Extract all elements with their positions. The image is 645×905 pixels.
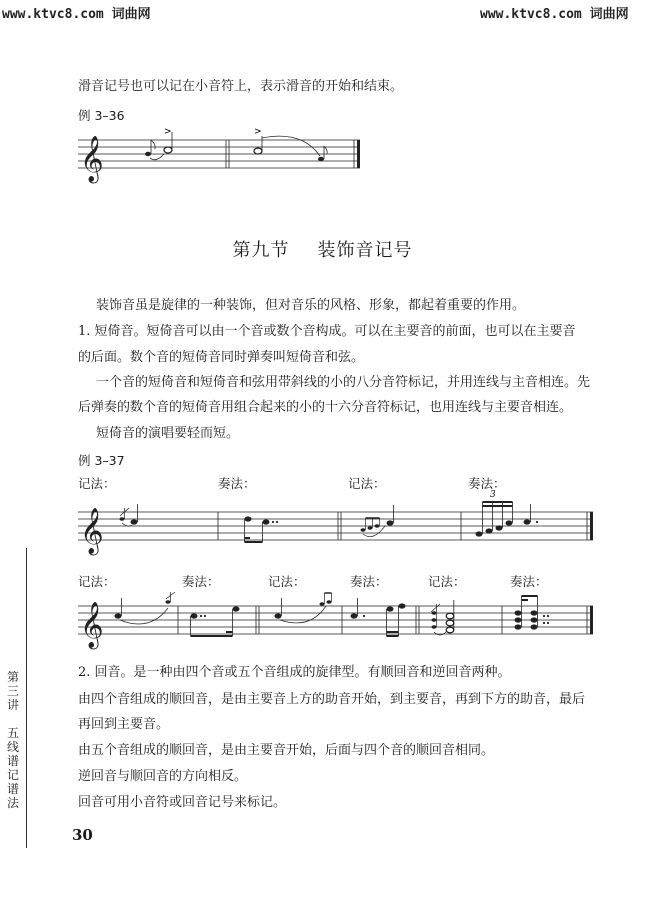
label-notation: 记法：: [78, 574, 116, 589]
turn-paragraph-1: 2. 回音。是一种由四个音或五个音组成的旋律型。有顺回音和逆回音两种。: [78, 665, 511, 680]
paragraph-2-line-2: 的后面。数个音的短倚音同时弹奏叫短倚音和弦。: [78, 350, 365, 365]
treble-clef-icon: 𝄞: [80, 508, 104, 554]
intro-paragraph: 滑音记号也可以记在小音符上，表示滑音的开始和结束。: [78, 79, 404, 94]
label-performance: 奏法：: [510, 574, 548, 589]
treble-clef-icon: 𝄞: [80, 602, 104, 648]
watermark-right: www.ktvc8.com 词曲网: [480, 7, 629, 22]
turn-paragraph-2-line-1: 由四个音组成的顺回音，是由主要音上方的助音开始，到主要音，再到下方的助音，最后: [78, 692, 586, 707]
paragraph-4: 短倚音的演唱要轻而短。: [96, 426, 240, 441]
paragraph-3-line-1: 一个音的短倚音和短倚音和弦用带斜线的小的八分音符标记，并用连线与主音相连。先: [96, 375, 591, 390]
section-name: 装饰音记号: [317, 240, 413, 261]
side-divider: [26, 548, 27, 848]
label-performance: 奏法：: [468, 476, 506, 491]
example-label-3-37: 例 3–37: [78, 453, 125, 468]
label-performance: 奏法：: [182, 574, 220, 589]
tuplet-number: 3: [490, 490, 496, 500]
staff-example-3-36: [78, 128, 368, 188]
turn-paragraph-3: 由五个音组成的顺回音，是由主要音开始，后面与四个音的顺回音相同。: [78, 743, 495, 758]
label-notation: 记法：: [78, 476, 116, 491]
staff-example-3-37-row-2: [78, 590, 598, 660]
label-notation: 记法：: [428, 574, 466, 589]
svg-text:>: >: [164, 127, 172, 137]
turn-paragraph-5: 回音可用小音符或回音记号来标记。: [78, 795, 287, 810]
label-notation: 记法：: [268, 574, 306, 589]
label-performance: 奏法：: [218, 476, 256, 491]
section-number: 第九节: [232, 240, 290, 261]
treble-clef-icon: 𝄞: [80, 136, 104, 182]
staff-example-3-37-row-1: [78, 490, 598, 560]
side-chapter-label: 第 三 讲 五 线 谱 记 谱 法: [6, 670, 19, 810]
watermark-left: www.ktvc8.com 词曲网: [2, 7, 151, 22]
paragraph-1: 装饰音虽是旋律的一种装饰，但对音乐的风格、形象，都起着重要的作用。: [96, 298, 526, 313]
label-notation: 记法：: [348, 476, 386, 491]
page-number: 30: [72, 826, 93, 844]
section-title: [0, 236, 645, 262]
example-label-3-36: 例 3–36: [78, 108, 125, 123]
turn-paragraph-4: 逆回音与顺回音的方向相反。: [78, 769, 248, 784]
label-performance: 奏法：: [350, 574, 388, 589]
paragraph-2-line-1: 1. 短倚音。短倚音可以由一个音或数个音构成。可以在主要音的前面，也可以在主要音: [78, 324, 576, 339]
turn-paragraph-2-line-2: 再回到主要音。: [78, 717, 170, 732]
paragraph-3-line-2: 后弹奏的数个音的短倚音用组合起来的小的十六分音符标记，也用连线与主要音相连。: [78, 400, 573, 415]
svg-text:>: >: [254, 127, 262, 137]
